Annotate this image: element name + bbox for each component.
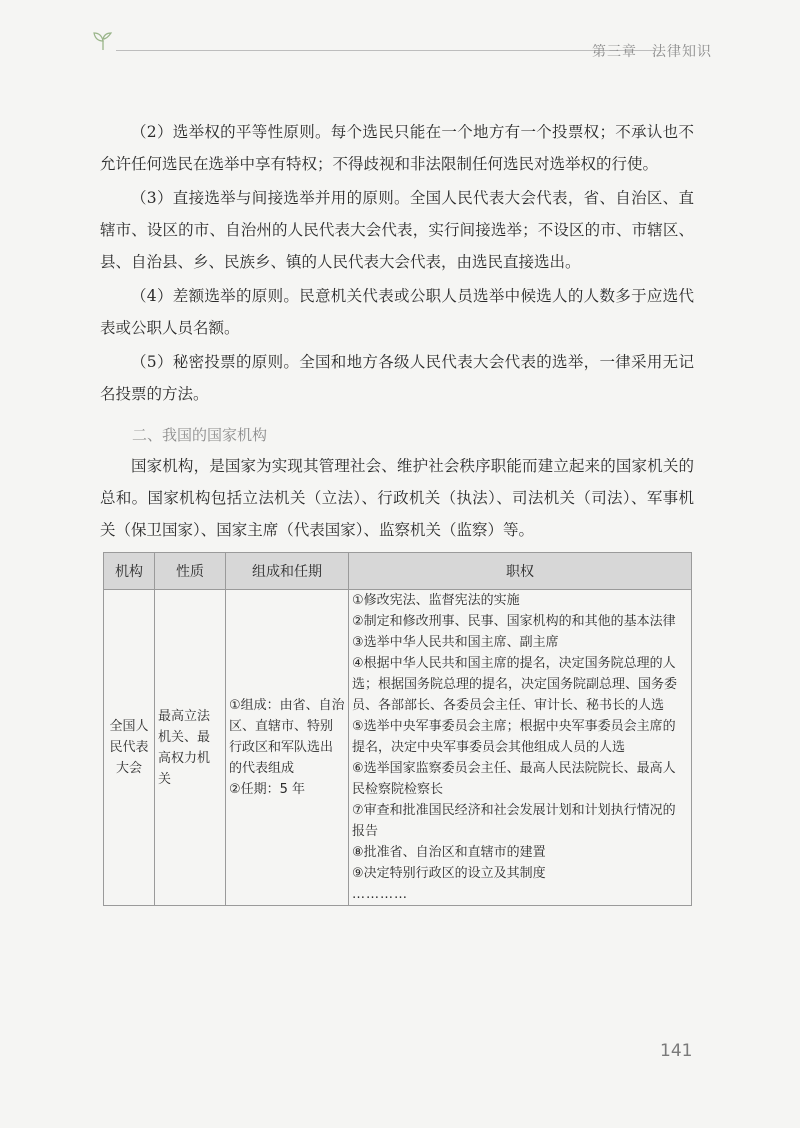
power-item: ⑦审查和批准国民经济和社会发展计划和计划执行情况的报告	[352, 803, 676, 839]
power-item: ②制定和修改刑事、民事、国家机构的和其他的基本法律	[352, 614, 676, 629]
col-header-nature: 性质	[155, 553, 226, 590]
cell-institution: 全国人民代表大会	[104, 590, 155, 906]
section-intro	[100, 450, 694, 546]
power-item: ⑤选举中央军事委员会主席；根据中央军事委员会主席的提名，决定中央军事委员会其他组成人员的人选	[352, 719, 676, 755]
sprout-icon	[92, 30, 114, 52]
ellipsis: …………	[352, 887, 408, 902]
state-organ-table	[103, 552, 692, 906]
paragraph: （5）秘密投票的原则。全国和地方各级人民代表大会代表的选举，一律采用无记名投票的方法。	[100, 353, 694, 403]
paragraph: （2）选举权的平等性原则。每个选民只能在一个地方有一个投票权；不承认也不允许任何选民在选举中享有特权；不得歧视和非法限制任何选民对选举权的行使。	[100, 123, 694, 173]
term-text: ②任期：5 年	[229, 782, 306, 797]
composition-text: ①组成：由省、自治区、直辖市、特别行政区和军队选出的代表组成	[229, 698, 345, 776]
page-number: 141	[660, 1041, 693, 1061]
header-rule	[116, 50, 656, 51]
power-item: ⑨决定特别行政区的设立及其制度	[352, 866, 546, 881]
paragraph: （4）差额选举的原则。民意机关代表或公职人员选举中候选人的人数多于应选代表或公职人员名额。	[100, 287, 694, 337]
cell-composition	[226, 590, 349, 906]
page-header	[92, 30, 712, 70]
power-item: ①修改宪法、监督宪法的实施	[352, 593, 520, 608]
cell-powers	[349, 590, 692, 906]
power-item: ⑧批准省、自治区和直辖市的建置	[352, 845, 546, 860]
section-title: 二、我国的国家机构	[132, 426, 268, 444]
table-row	[104, 590, 692, 906]
col-header-powers: 职权	[349, 553, 692, 590]
col-header-composition: 组成和任期	[226, 553, 349, 590]
intro-paragraph: 国家机构，是国家为实现其管理社会、维护社会秩序职能而建立起来的国家机关的总和。国家机构包括立法机关（立法）、行政机关（执法）、司法机关（司法）、军事机关（保卫国家）、国家主席（代表国家）、监察机关（监察）等。	[100, 457, 694, 539]
power-item: ③选举中华人民共和国主席、副主席	[352, 635, 559, 650]
col-header-institution: 机构	[104, 553, 155, 590]
paragraph: （3）直接选举与间接选举并用的原则。全国人民代表大会代表，省、自治区、直辖市、设区的市、自治州的人民代表大会代表，实行间接选举；不设区的市、市辖区、县、自治县、乡、民族乡、镇的人民代表大会代表，由选民直接选出。	[100, 189, 694, 271]
power-item: ⑥选举国家监察委员会主任、最高人民法院院长、最高人民检察院检察长	[352, 761, 676, 797]
power-item: ④根据中华人民共和国主席的提名，决定国务院总理的人选；根据国务院总理的提名，决定国务院副总理、国务委员、各部部长、各委员会主任、审计长、秘书长的人选	[352, 656, 678, 713]
cell-nature: 最高立法机关、最高权力机关	[155, 590, 226, 906]
election-principles	[100, 116, 694, 412]
table-header-row	[104, 553, 692, 590]
chapter-label: 第三章 法律知识	[592, 44, 712, 60]
